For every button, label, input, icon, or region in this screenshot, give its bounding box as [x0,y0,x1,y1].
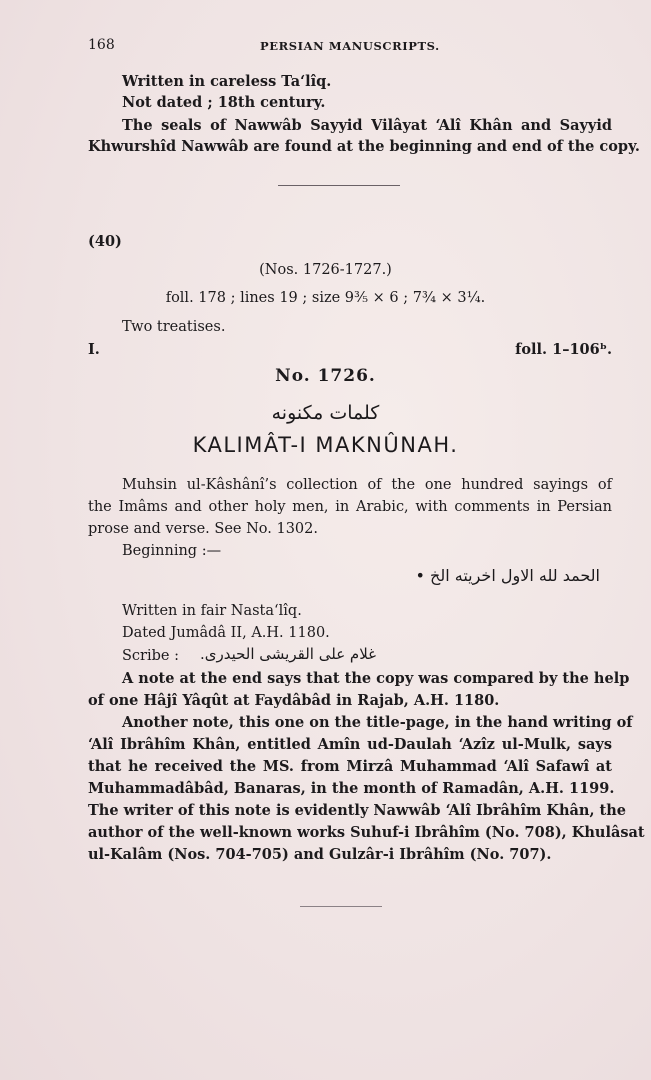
arabic-title: کلمات مکنونه [271,402,380,424]
note1-line-2: of one Hâjî Yâqût at Faydâbâd in Rajab, A.H. 1180. [88,692,500,709]
scribe-label: Scribe : [122,648,179,664]
prev-seals-line-2: Khwurshîd Nawwâb are found at the beginning and end of the copy. [88,138,640,155]
note2-line-7: ul-Kalâm (Nos. 704-705) and Gulzâr-i Ibrâhîm (No. 707). [88,846,552,863]
page-number: 168 [88,37,115,53]
entry-nos: (Nos. 1726-1727.) [259,262,392,278]
description-line-2: the Imâms and other holy men, in Arabic, with comments in Persian [88,499,612,515]
end-divider [300,906,382,907]
beginning-label: Beginning :— [122,543,222,559]
note2-line-6: author of the well-known works Suhuf-i Ibrâhîm (No. 708), Khulâsat [88,824,645,841]
prev-script-line: Written in careless Ta‘lîq. [122,73,332,90]
section-divider [278,185,400,186]
running-title: PERSIAN MANUSCRIPTS. [260,39,440,53]
item-foll: foll. 1–106ᵇ. [515,341,612,358]
script-line: Written in fair Nasta‘lîq. [122,603,302,619]
prev-seals-line-1: The seals of Nawwâb Sayyid Vilâyat ‘Alî Khân and Sayyid [122,117,612,134]
note2-line-5: The writer of this note is evidently Nawwâb ‘Alî Ibrâhîm Khân, the [88,802,627,819]
dated-line: Dated Jumâdâ II, A.H. 1180. [122,625,330,641]
prev-date-line: Not dated ; 18th century. [122,94,326,111]
note2-line-4: Muhammadâbâd, Banaras, in the month of Ramadân, A.H. 1199. [88,780,615,797]
entry-number: (40) [88,233,122,250]
description-line-3: prose and verse. See No. 1302. [88,521,318,537]
note1-line-1: A note at the end says that the copy was compared by the help [122,670,630,687]
note2-line-3: that he received the MS. from Mirzâ Muhammad ‘Alî Safawî at [88,758,612,775]
manuscript-number: No. 1726. [275,366,376,386]
entry-treatises: Two treatises. [122,319,226,335]
item-numeral: I. [88,341,100,358]
note2-line-1: Another note, this one on the title-page, in the hand writing of [122,714,633,731]
scribe-name: غلام علی القریشی الحیدری. [199,645,376,663]
entry-collation: foll. 178 ; lines 19 ; size 9⅗ × 6 ; 7¾ × 3¼. [165,290,486,306]
beginning-text: الحمد لله الاول اخريته الخ • [415,566,600,585]
description-line-1: Muhsin ul-Kâshânî’s collection of the one hundred sayings of [122,477,612,493]
work-title: KALIMÂT-I MAKNÛNAH. [192,433,459,457]
note2-line-2: ‘Alî Ibrâhîm Khân, entitled Amîn ud-Daulah ‘Azîz ul-Mulk, says [88,736,612,753]
